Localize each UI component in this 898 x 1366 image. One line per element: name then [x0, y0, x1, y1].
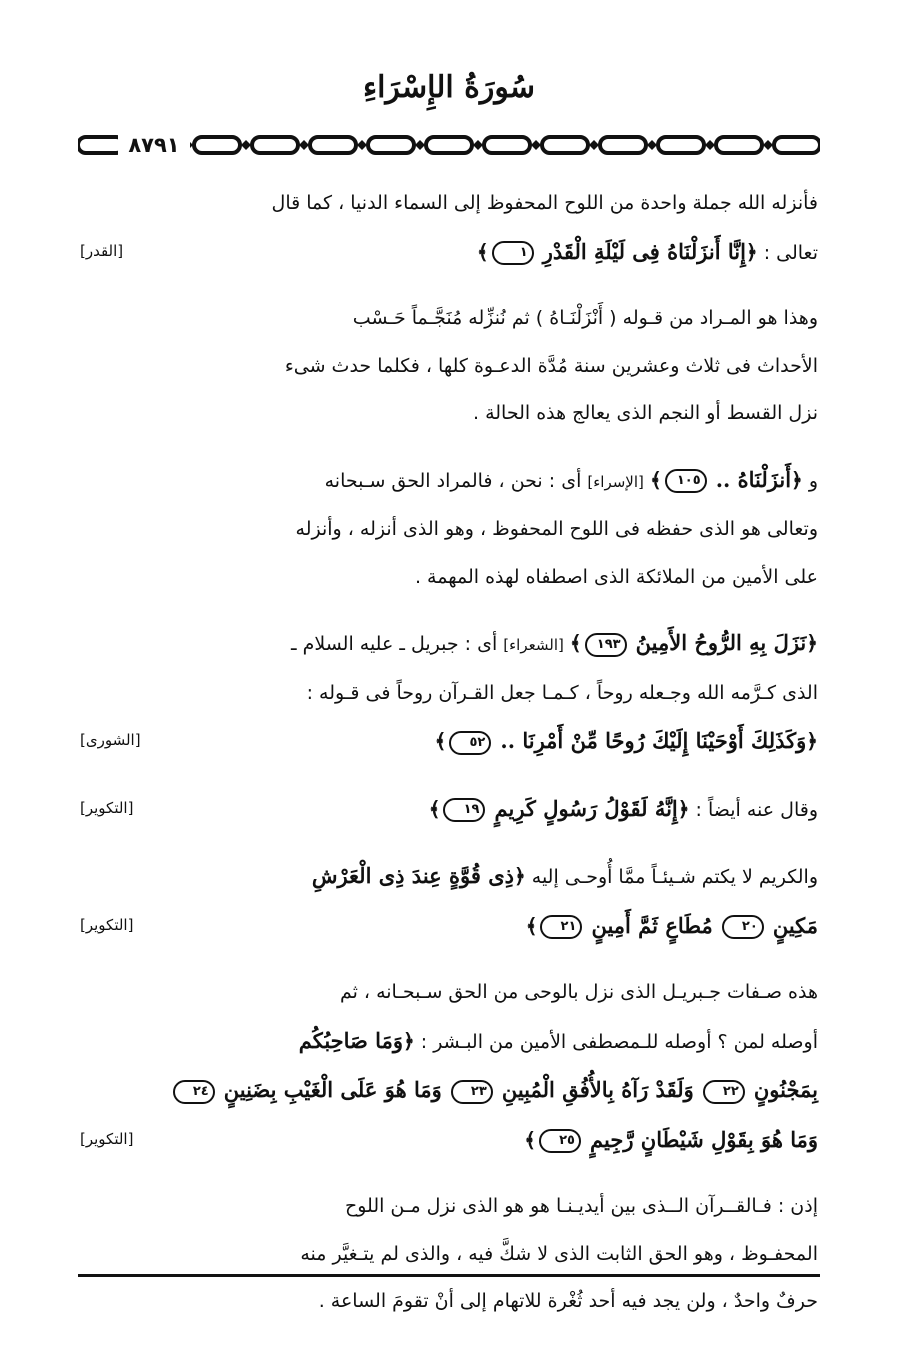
quran-open-bracket: ﴿ — [745, 239, 758, 264]
chain-link — [658, 137, 704, 153]
quran-verse: وَكَذَلِكَ أَوْحَيْنَا إِلَيْكَ رُوحًا مِّنْ أَمْرِنَا .. — [500, 728, 807, 753]
footer-rule — [78, 1274, 820, 1277]
p1-intro: تعالى : — [763, 241, 818, 264]
ayah-number: ٢٣ — [451, 1080, 493, 1104]
quran-close-bracket: ﴾ — [434, 729, 447, 753]
quran-close-bracket: ﴾ — [524, 1127, 536, 1152]
chain-link — [426, 137, 472, 153]
p1-line2 — [80, 228, 818, 278]
quran-verse: إِنَّهُ لَقَوْلُ رَسُولٍ كَرِيمٍ — [494, 795, 678, 821]
p3-line2: وتعالى هو الذى حفظه فى اللوح المحفوظ ، وهو الذى أنزله ، وأنزله — [295, 518, 818, 540]
chain-diamond — [357, 140, 367, 150]
quran-verse: أَنزَلْنَاهُ .. — [715, 466, 792, 492]
p6-intro: والكريم لا يكتم شـيئـاً ممَّا أُوحـى إليه — [531, 866, 818, 888]
paragraph-1 — [80, 180, 818, 277]
ayah-number: ١٩ — [443, 798, 485, 822]
quran-verse: وَلَقَدْ رَآهُ بِالأُفُقِ الْمُبِينِ — [501, 1077, 694, 1102]
quran-verse: نَزَلَ بِهِ الرُّوحُ الأَمِينُ — [635, 630, 807, 655]
p7-line2 — [80, 1017, 818, 1067]
ayah-number: ٢٤ — [173, 1080, 215, 1104]
quran-verse: إِنَّا أَنزَلْنَاهُ فِى لَيْلَةِ الْقَدْرِ — [542, 238, 746, 264]
p4-line1-rest: أى : جبريل ـ عليه السلام ـ — [291, 633, 498, 655]
ayah-number: ٢٠ — [722, 915, 764, 939]
chain-link — [368, 137, 414, 153]
chain-link — [774, 137, 820, 153]
p5-intro: وقال عنه أيضاً : — [695, 798, 818, 821]
p6-line2 — [80, 902, 818, 952]
quran-verse: وَمَا هُوَ بِقَوْلِ شَيْطَانٍ رَّجِيمٍ — [590, 1126, 818, 1152]
p3-line3: على الأمين من الملائكة الذى اصطفاه لهذه المهمة . — [414, 565, 818, 588]
ayah-number: ١ — [492, 241, 534, 265]
p7-line4 — [80, 1116, 818, 1166]
chain-link — [484, 137, 530, 153]
chain-diamond — [415, 140, 425, 150]
chain-diamond — [241, 140, 251, 150]
quran-close-bracket: ﴾ — [525, 913, 538, 938]
surah-reference: [التكوير] — [80, 915, 134, 934]
quran-open-bracket: ﴿ — [806, 729, 818, 753]
p2-line2: الأحداث فى ثلاث وعشرين سنة مُدَّة الدعـوة كلها ، فكلما حدث شىء — [284, 354, 818, 377]
surah-reference: [التكوير] — [80, 798, 134, 817]
paragraph-5 — [80, 785, 818, 835]
ayah-number: ٢٥ — [539, 1129, 581, 1153]
p8-line3: حرفٌ واحدٌ ، ولن يجد فيه أحد ثُغْرة للاتهام إلى أنْ تقومَ الساعة . — [318, 1290, 818, 1312]
ayah-number: ٢١ — [540, 915, 582, 939]
p8-line1: إذن : فـالقــرآن الــذى بين أيديـنـا هو هو الذى نزل مـن اللوح — [344, 1195, 818, 1217]
quran-verse: مَكِينٍ — [772, 912, 818, 938]
p7-line1: هذه صـفات جـبريـل الذى نزل بالوحى من الحق سـبحـانه ، ثم — [339, 981, 818, 1003]
surah-reference: [الإسراء] — [587, 472, 644, 491]
p3-line1 — [80, 456, 818, 507]
chain-diamond — [763, 140, 773, 150]
chain-diamond — [589, 140, 599, 150]
chain-diamond — [705, 140, 715, 150]
quran-verse: وَمَا هُوَ عَلَى الْغَيْبِ بِضَنِينٍ — [223, 1077, 442, 1102]
p3-line1-rest: أى : نحن ، فالمراد الحق سـبحانه — [324, 469, 582, 492]
p4-line1 — [80, 619, 818, 670]
page-body — [80, 180, 818, 1326]
surah-reference: [الشعراء] — [503, 636, 564, 654]
surah-reference: [التكوير] — [80, 1129, 134, 1148]
p8-line2: المحفـوظ ، وهو الحق الثابت الذى لا شكَّ فيه ، والذى لم يتـغيَّر منه — [300, 1242, 818, 1265]
chain-link — [252, 137, 298, 153]
quran-close-bracket: ﴾ — [428, 796, 441, 821]
chain-diamond — [647, 140, 657, 150]
paragraph-6 — [80, 852, 818, 951]
chain-diamond — [531, 140, 541, 150]
p7-intro: أوصله لمن ؟ أوصله للـمصطفى الأمين من البـشر : — [420, 1030, 818, 1053]
ayah-number: ٢٢ — [703, 1080, 745, 1104]
p7-line3 — [80, 1066, 818, 1116]
quran-close-bracket: ﴾ — [476, 239, 489, 264]
p3-intro: و — [808, 469, 818, 492]
chain-link — [542, 137, 588, 153]
page-number: ٨٧٩١ — [118, 131, 190, 159]
paragraph-3 — [80, 456, 818, 602]
p2-line3: نزل القسط أو النجم الذى يعالج هذه الحالة . — [472, 402, 818, 424]
quran-open-bracket: ﴿ — [677, 796, 690, 821]
quran-open-bracket: ﴿ — [806, 631, 818, 655]
ayah-number: ١٩٣ — [585, 633, 627, 657]
quran-close-bracket: ﴾ — [569, 631, 582, 655]
quran-open-bracket: ﴿ — [402, 1028, 415, 1053]
chain-diamond — [299, 140, 309, 150]
chain-link — [194, 137, 240, 153]
chain-link — [716, 137, 762, 153]
paragraph-7 — [80, 969, 818, 1165]
p4-line3 — [80, 717, 818, 767]
surah-reference: [القدر] — [80, 241, 124, 260]
chain-link — [310, 137, 356, 153]
quran-open-bracket: ﴿ — [514, 864, 526, 888]
quran-close-bracket: ﴾ — [649, 467, 662, 492]
ayah-number: ١٠٥ — [665, 469, 707, 493]
quran-verse: مُطَاعٍ ثَمَّ أَمِينٍ — [591, 912, 713, 938]
p6-line1 — [80, 852, 818, 902]
quran-open-bracket: ﴿ — [791, 467, 803, 492]
chain-link — [600, 137, 646, 153]
p5-line1 — [80, 785, 818, 835]
quran-verse: بِمَجْنُونٍ — [753, 1077, 818, 1102]
paragraph-2 — [80, 295, 818, 438]
surah-title: سُورَةُ الإِسْرَاءِ — [362, 70, 536, 105]
paragraph-4 — [80, 619, 818, 767]
p4-line2: الذى كـرَّمه الله وجـعله روحاً ، كـمـا جعل القـرآن روحاً فى قـوله : — [306, 681, 818, 704]
p2-line1: وهذا هو المـراد من قـوله ( أَنْزَلْنَـاهُ ) ثم نُنزِّله مُنَجَّـماً حَـسْب — [352, 307, 818, 329]
surah-reference: [الشورى] — [80, 731, 141, 749]
chain-diamond — [473, 140, 483, 150]
quran-verse: وَمَا صَاحِبُكُم — [298, 1027, 403, 1053]
p1-line1: فأنزله الله جملة واحدة من اللوح المحفوظ إلى السماء الدنيا ، كما قال — [271, 192, 818, 214]
quran-verse: ذِى قُوَّةٍ عِندَ ذِى الْعَرْشِ — [311, 863, 514, 888]
ayah-number: ٥٢ — [449, 731, 491, 755]
paragraph-8 — [80, 1183, 818, 1326]
